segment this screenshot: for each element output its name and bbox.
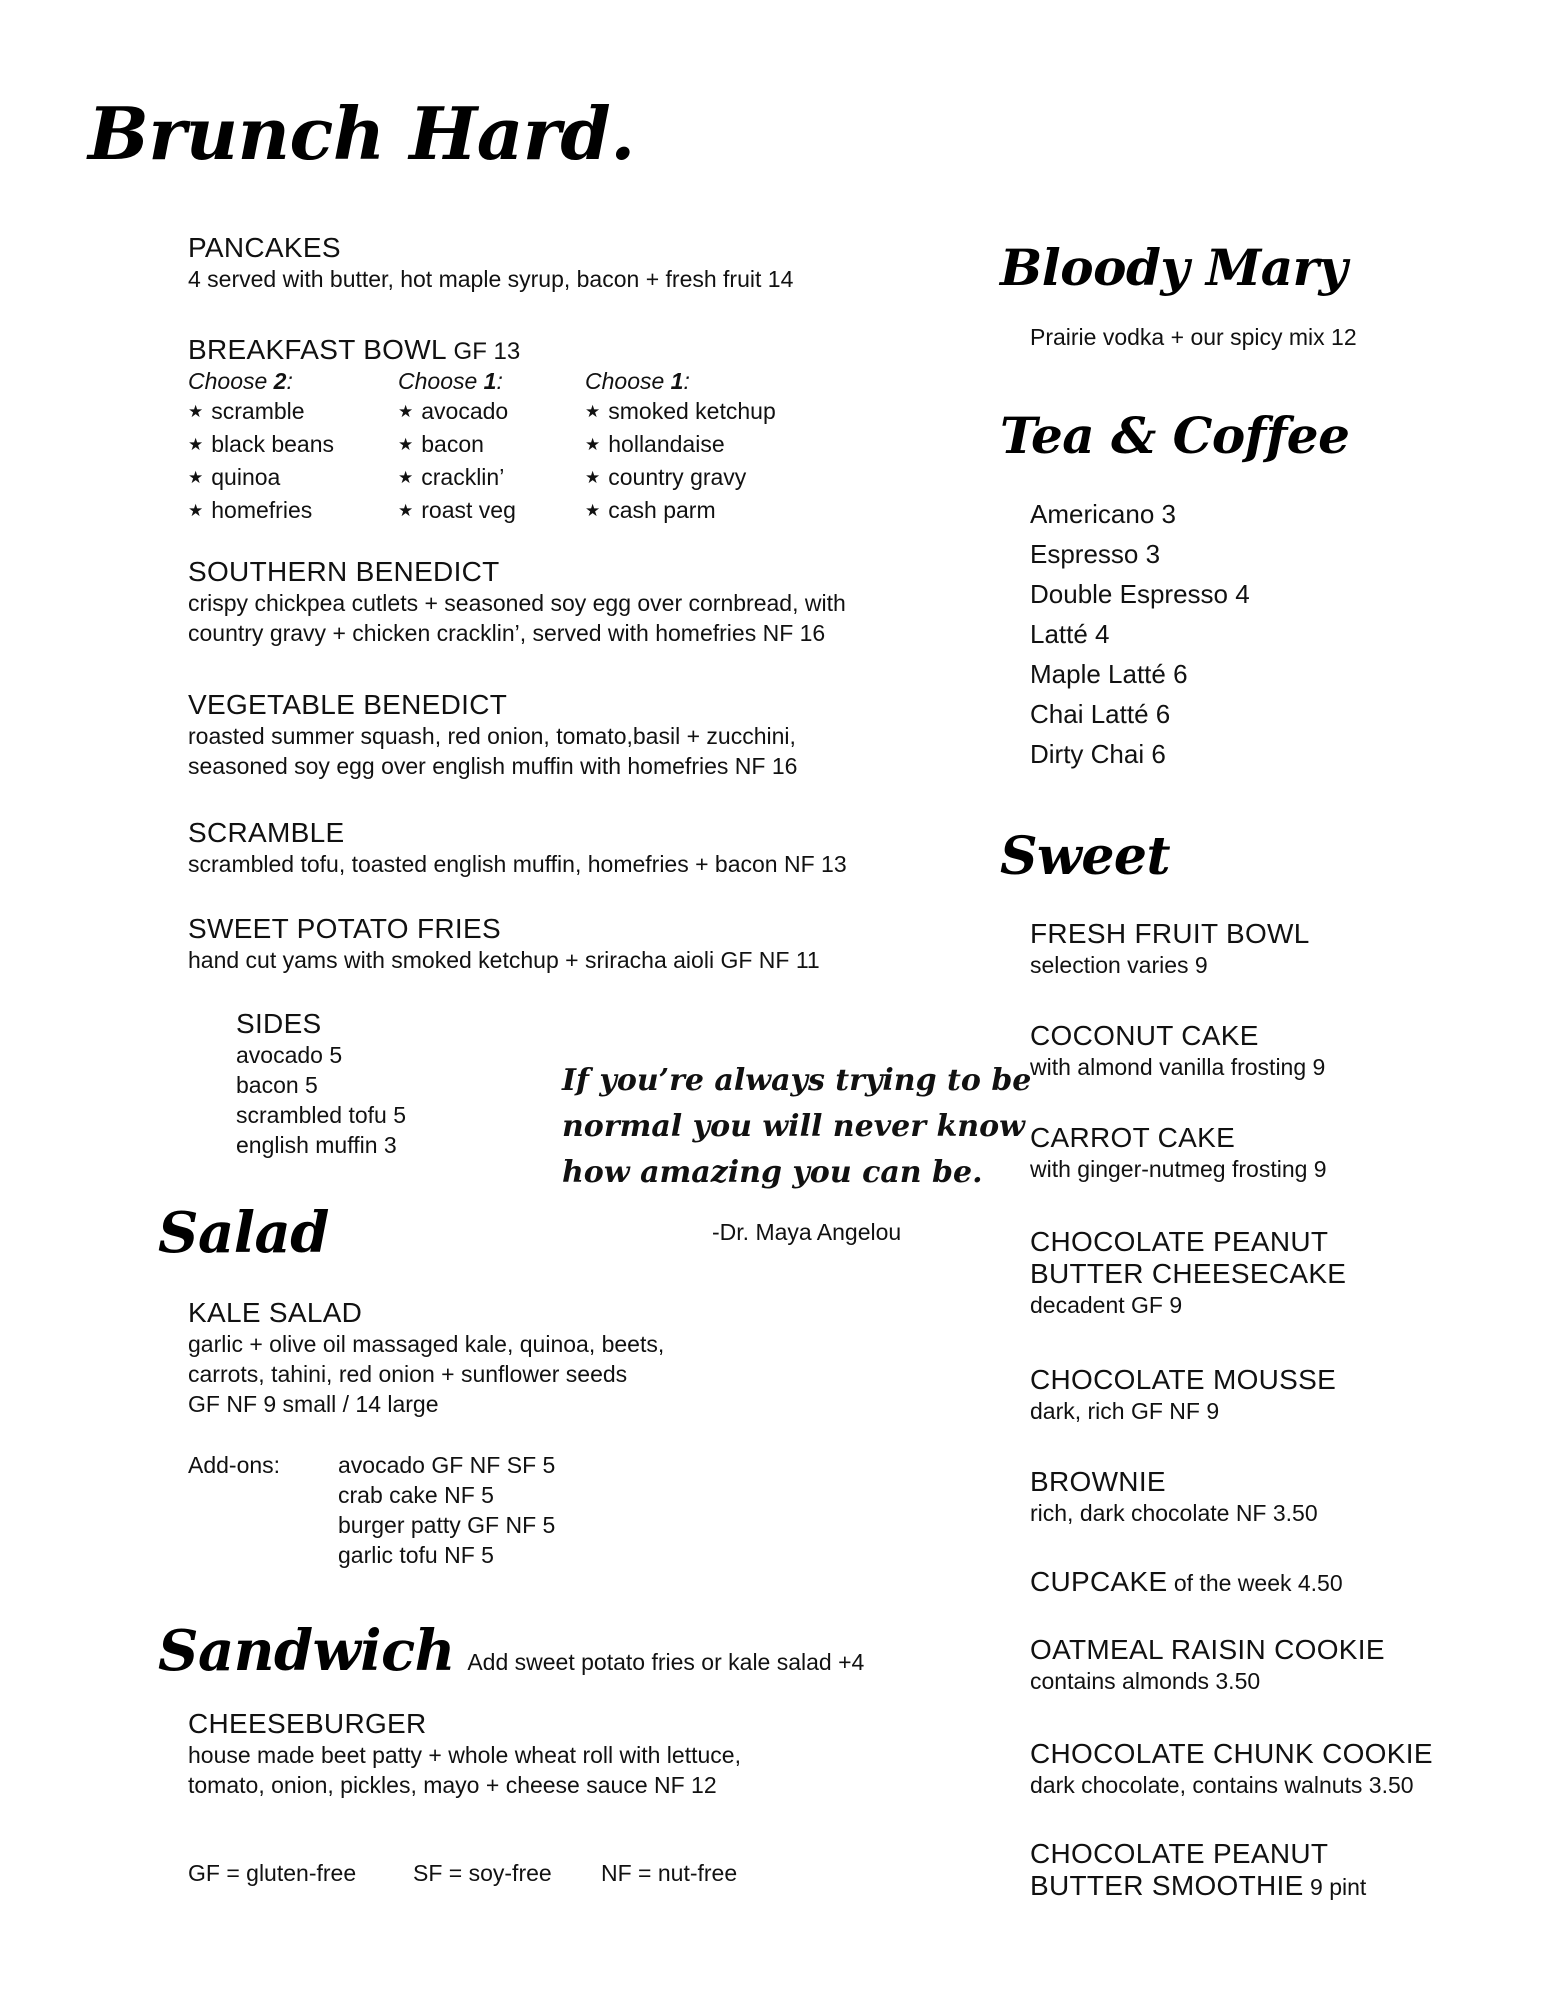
star-icon: ★ — [188, 402, 204, 421]
coffee-item: Latté 4 — [1030, 619, 1110, 649]
quote-line: how amazing you can be. — [562, 1155, 983, 1190]
item-desc: hand cut yams with smoked ketchup + sriracha aioli GF NF 11 — [188, 947, 820, 973]
bowl-option-column — [398, 366, 516, 528]
item-desc: decadent GF 9 — [1030, 1292, 1183, 1318]
coffee-item: Americano 3 — [1030, 499, 1176, 529]
legend-sf: SF = soy-free — [413, 1860, 552, 1886]
bowl-option: ★ country gravy — [585, 464, 747, 490]
menu-item-vegetable-benedict — [188, 689, 797, 781]
item-name: OATMEAL RAISIN COOKIE — [1030, 1634, 1385, 1665]
coffee-item: Espresso 3 — [1030, 539, 1161, 569]
item-name: BROWNIE — [1030, 1466, 1166, 1497]
bowl-option: ★ avocado — [398, 398, 509, 424]
sweet-item — [1030, 1226, 1346, 1320]
item-name: BREAKFAST BOWL — [188, 334, 447, 365]
item-name: BUTTER SMOOTHIE — [1030, 1870, 1304, 1901]
sweet-item — [1030, 1364, 1336, 1426]
item-name: BUTTER CHEESECAKE — [1030, 1258, 1347, 1289]
item-desc-line: garlic + olive oil massaged kale, quinoa, beets, — [188, 1331, 665, 1357]
addon-item: garlic tofu NF 5 — [338, 1542, 494, 1568]
bowl-option: ★ quinoa — [188, 464, 281, 490]
item-name: CHOCOLATE PEANUT — [1030, 1838, 1329, 1869]
coffee-list — [1030, 494, 1250, 774]
addon-item: crab cake NF 5 — [338, 1482, 494, 1508]
coffee-item: Chai Latté 6 — [1030, 699, 1171, 729]
quote-author: -Dr. Maya Angelou — [712, 1219, 902, 1245]
legend-nf: NF = nut-free — [601, 1860, 738, 1886]
quote-line: If you’re always trying to be — [562, 1063, 1032, 1098]
bowl-column-header: Choose 1: — [585, 368, 690, 394]
item-desc: contains almonds 3.50 — [1030, 1668, 1261, 1694]
item-desc: 4 served with butter, hot maple syrup, bacon + fresh fruit 14 — [188, 266, 794, 292]
item-desc-line: crispy chickpea cutlets + seasoned soy egg over cornbread, with — [188, 590, 846, 616]
bowl-options — [188, 366, 888, 523]
sweet-item — [1030, 1634, 1385, 1696]
star-icon: ★ — [398, 468, 414, 487]
addon-item: burger patty GF NF 5 — [338, 1512, 556, 1538]
item-name: CHOCOLATE CHUNK COOKIE — [1030, 1738, 1433, 1769]
section-heading-sweet: Sweet — [1000, 826, 1171, 887]
item-name: FRESH FRUIT BOWL — [1030, 918, 1310, 949]
star-icon: ★ — [188, 435, 204, 454]
section-heading-salad: Salad — [158, 1200, 329, 1266]
quote — [562, 1058, 1031, 1196]
item-desc-line: GF NF 9 small / 14 large — [188, 1391, 439, 1417]
bowl-option: ★ roast veg — [398, 497, 516, 523]
item-desc: dark, rich GF NF 9 — [1030, 1398, 1220, 1424]
menu-item-pancakes — [188, 232, 793, 294]
legend-gf: GF = gluten-free — [188, 1860, 357, 1886]
item-name: CUPCAKE — [1030, 1566, 1168, 1597]
bloody-mary-desc: Prairie vodka + our spicy mix 12 — [1030, 324, 1357, 350]
bowl-column-header: Choose 2: — [188, 368, 293, 394]
section-heading-tea-coffee: Tea & Coffee — [1000, 406, 1350, 465]
bowl-option: ★ smoked ketchup — [585, 398, 776, 424]
item-inline-desc: 9 pint — [1303, 1874, 1367, 1900]
item-name: VEGETABLE BENEDICT — [188, 689, 508, 720]
section-heading-sandwich: Sandwich — [158, 1618, 455, 1684]
menu-item-sweet-potato-fries — [188, 913, 820, 975]
sweet-item — [1030, 1566, 1343, 1598]
coffee-item: Double Espresso 4 — [1030, 579, 1250, 609]
side-item: english muffin 3 — [236, 1132, 397, 1158]
sweet-item — [1030, 918, 1310, 980]
item-desc: dark chocolate, contains walnuts 3.50 — [1030, 1772, 1414, 1798]
sandwich-note: Add sweet potato fries or kale salad +4 — [467, 1649, 865, 1675]
sweet-item — [1030, 1466, 1318, 1528]
sweet-item — [1030, 1122, 1327, 1184]
side-item: bacon 5 — [236, 1072, 318, 1098]
item-desc: selection varies 9 — [1030, 952, 1208, 978]
bowl-option: ★ hollandaise — [585, 431, 725, 457]
bowl-option-column — [585, 366, 776, 528]
addon-item: avocado GF NF SF 5 — [338, 1452, 556, 1478]
item-inline-desc: of the week 4.50 — [1167, 1570, 1343, 1596]
addons-label: Add-ons: — [188, 1452, 281, 1478]
star-icon: ★ — [398, 402, 414, 421]
star-icon: ★ — [585, 402, 601, 421]
side-item: scrambled tofu 5 — [236, 1102, 407, 1128]
star-icon: ★ — [585, 468, 601, 487]
sides-section — [236, 1008, 406, 1160]
bowl-option-column — [188, 366, 334, 528]
bowl-option: ★ homefries — [188, 497, 313, 523]
coffee-item: Dirty Chai 6 — [1030, 739, 1166, 769]
section-heading-bloody-mary: Bloody Mary — [1000, 238, 1348, 297]
bowl-option: ★ scramble — [188, 398, 305, 424]
item-name: SWEET POTATO FRIES — [188, 913, 501, 944]
bowl-option: ★ cracklin’ — [398, 464, 505, 490]
item-desc: rich, dark chocolate NF 3.50 — [1030, 1500, 1318, 1526]
item-name: KALE SALAD — [188, 1297, 363, 1328]
star-icon: ★ — [585, 501, 601, 520]
bowl-option: ★ cash parm — [585, 497, 716, 523]
item-desc: with ginger-nutmeg frosting 9 — [1030, 1156, 1327, 1182]
menu-item-cheeseburger — [188, 1708, 741, 1800]
item-name: SOUTHERN BENEDICT — [188, 556, 500, 587]
addons-list — [338, 1450, 555, 1570]
item-name: CHOCOLATE MOUSSE — [1030, 1364, 1337, 1395]
star-icon: ★ — [398, 435, 414, 454]
item-name: PANCAKES — [188, 232, 341, 263]
section-heading-sandwich-row — [158, 1618, 864, 1684]
item-desc: with almond vanilla frosting 9 — [1030, 1054, 1326, 1080]
star-icon: ★ — [188, 468, 204, 487]
bowl-column-header: Choose 1: — [398, 368, 503, 394]
sides-title: SIDES — [236, 1008, 322, 1039]
bowl-option: ★ bacon — [398, 431, 484, 457]
item-price: GF 13 — [446, 338, 521, 365]
page-title: Brunch Hard. — [88, 91, 635, 176]
sweet-item — [1030, 1838, 1366, 1902]
menu-item-breakfast-bowl — [188, 334, 888, 367]
item-desc: scrambled tofu, toasted english muffin, homefries + bacon NF 13 — [188, 851, 847, 877]
item-desc-line: tomato, onion, pickles, mayo + cheese sauce NF 12 — [188, 1772, 717, 1798]
menu-item-southern-benedict — [188, 556, 846, 648]
sweet-item — [1030, 1738, 1433, 1800]
item-name: CARROT CAKE — [1030, 1122, 1236, 1153]
menu-item-kale-salad — [188, 1297, 664, 1419]
item-name: SCRAMBLE — [188, 817, 345, 848]
side-item: avocado 5 — [236, 1042, 343, 1068]
coffee-item: Maple Latté 6 — [1030, 659, 1188, 689]
star-icon: ★ — [398, 501, 414, 520]
item-desc-line: country gravy + chicken cracklin’, served with homefries NF 16 — [188, 620, 826, 646]
sweet-item — [1030, 1020, 1325, 1082]
item-desc-line: seasoned soy egg over english muffin with homefries NF 16 — [188, 753, 798, 779]
item-desc-line: roasted summer squash, red onion, tomato,basil + zucchini, — [188, 723, 796, 749]
item-desc-line: carrots, tahini, red onion + sunflower seeds — [188, 1361, 628, 1387]
bowl-option: ★ black beans — [188, 431, 334, 457]
item-desc-line: house made beet patty + whole wheat roll with lettuce, — [188, 1742, 741, 1768]
item-name: COCONUT CAKE — [1030, 1020, 1259, 1051]
star-icon: ★ — [585, 435, 601, 454]
item-name: CHEESEBURGER — [188, 1708, 427, 1739]
quote-line: normal you will never know — [562, 1109, 1025, 1144]
star-icon: ★ — [188, 501, 204, 520]
menu-item-scramble — [188, 817, 847, 879]
item-name: CHOCOLATE PEANUT — [1030, 1226, 1329, 1257]
